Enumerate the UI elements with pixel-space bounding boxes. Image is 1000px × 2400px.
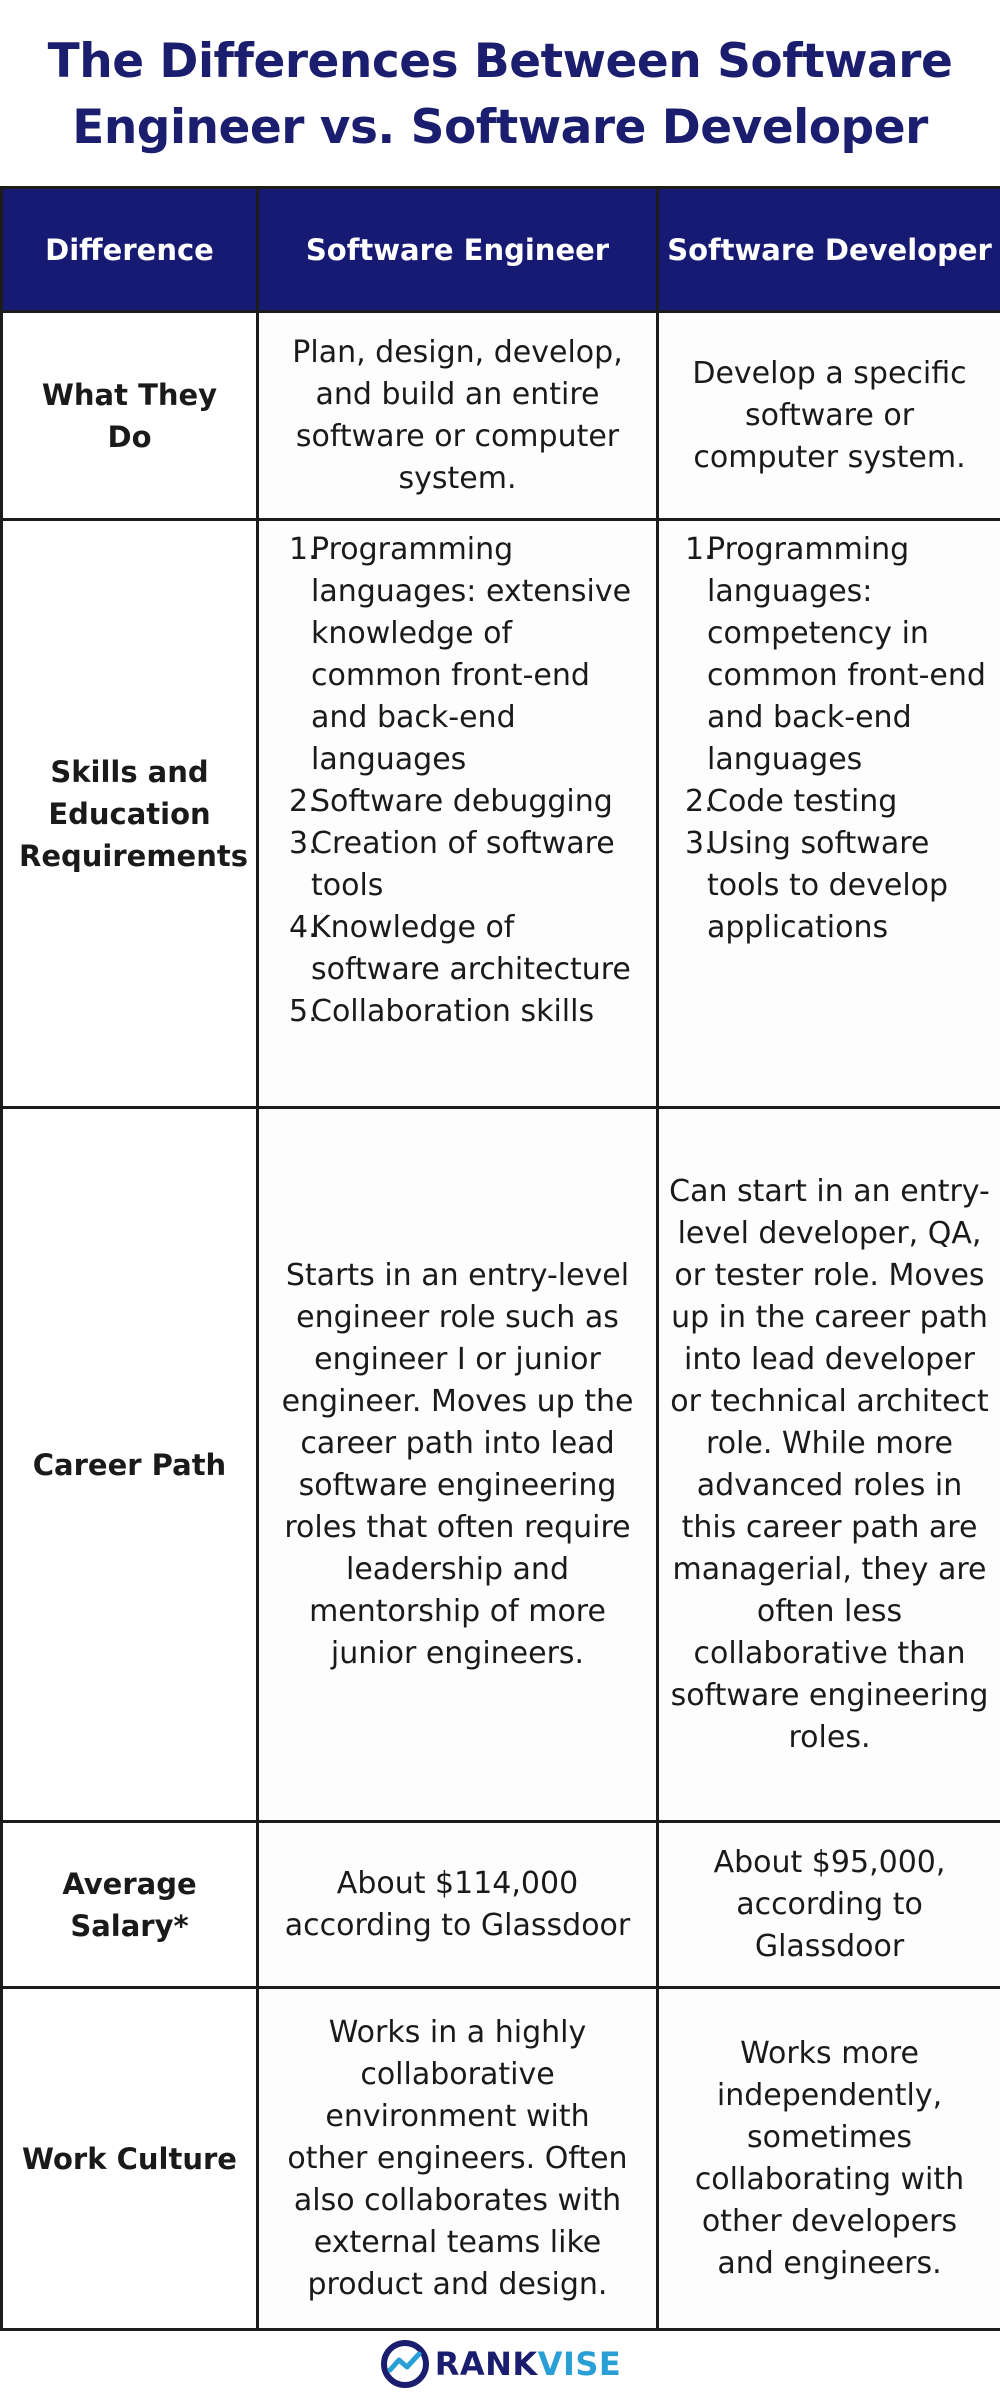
brand-name: RANKVISE [434,2345,622,2383]
developer-skills-list [685,529,990,949]
engineer-skills-list [289,529,646,1033]
developer-cell: About $95,000, according to Glassdoor [658,1822,1000,1988]
engineer-cell: Works in a highly collaborative environment with other engineers. Often also collaborates with external teams like product and design. [258,1988,658,2330]
row-label: Average Salary* [2,1822,258,1988]
developer-cell: Develop a specific software or computer system. [658,312,1000,520]
column-header-difference: Difference [2,188,258,312]
comparison-table [0,186,1000,2331]
list-item: 3. Using software tools to develop applications [685,826,949,945]
list-item: 1. Programming languages: extensive knowledge of common front-end and back-end languages [289,532,632,777]
table-row [2,1822,1000,1988]
header [0,0,1000,186]
table-row [2,312,1000,520]
list-item: 3. Creation of software tools [289,826,615,903]
footer [0,2328,1000,2400]
page-title: The Differences Between Software Engineer vs. Software Developer [47,34,953,155]
column-header-engineer: Software Engineer [258,188,658,312]
list-item: 4. Knowledge of software architecture [289,910,631,987]
row-label: Skills and Education Requirements [2,520,258,1108]
brand-logo[interactable] [379,2338,622,2390]
engineer-cell: Starts in an entry-level engineer role such as engineer I or junior engineer. Moves up the career path into lead software engineering roles that often require leadership and mentorship of more junior engineers. [258,1108,658,1822]
table-header-row [2,188,1000,312]
column-header-developer: Software Developer [658,188,1000,312]
row-label: What They Do [2,312,258,520]
list-item: 5. Collaboration skills [289,994,595,1029]
list-item: 2. Software debugging [289,784,613,819]
list-item: 2. Code testing [685,784,898,819]
engineer-cell: About $114,000 according to Glassdoor [258,1822,658,1988]
developer-cell: Can start in an entry-level developer, QA, or tester role. Moves up in the career path into lead developer or technical architect role. While more advanced roles in this career path are managerial, they are often less collaborative than software engineering roles. [658,1108,1000,1822]
developer-cell [658,520,1000,1108]
table-row [2,520,1000,1108]
list-item: 1. Programming languages: competency in common front-end and back-end languages [685,532,986,777]
developer-cell: Works more independently, sometimes collaborating with other developers and engineers. [658,1988,1000,2330]
rankvise-logo-icon [379,2338,431,2390]
table-row [2,1108,1000,1822]
table-row [2,1988,1000,2330]
row-label: Career Path [2,1108,258,1822]
engineer-cell: Plan, design, develop, and build an entire software or computer system. [258,312,658,520]
row-label: Work Culture [2,1988,258,2330]
engineer-cell [258,520,658,1108]
